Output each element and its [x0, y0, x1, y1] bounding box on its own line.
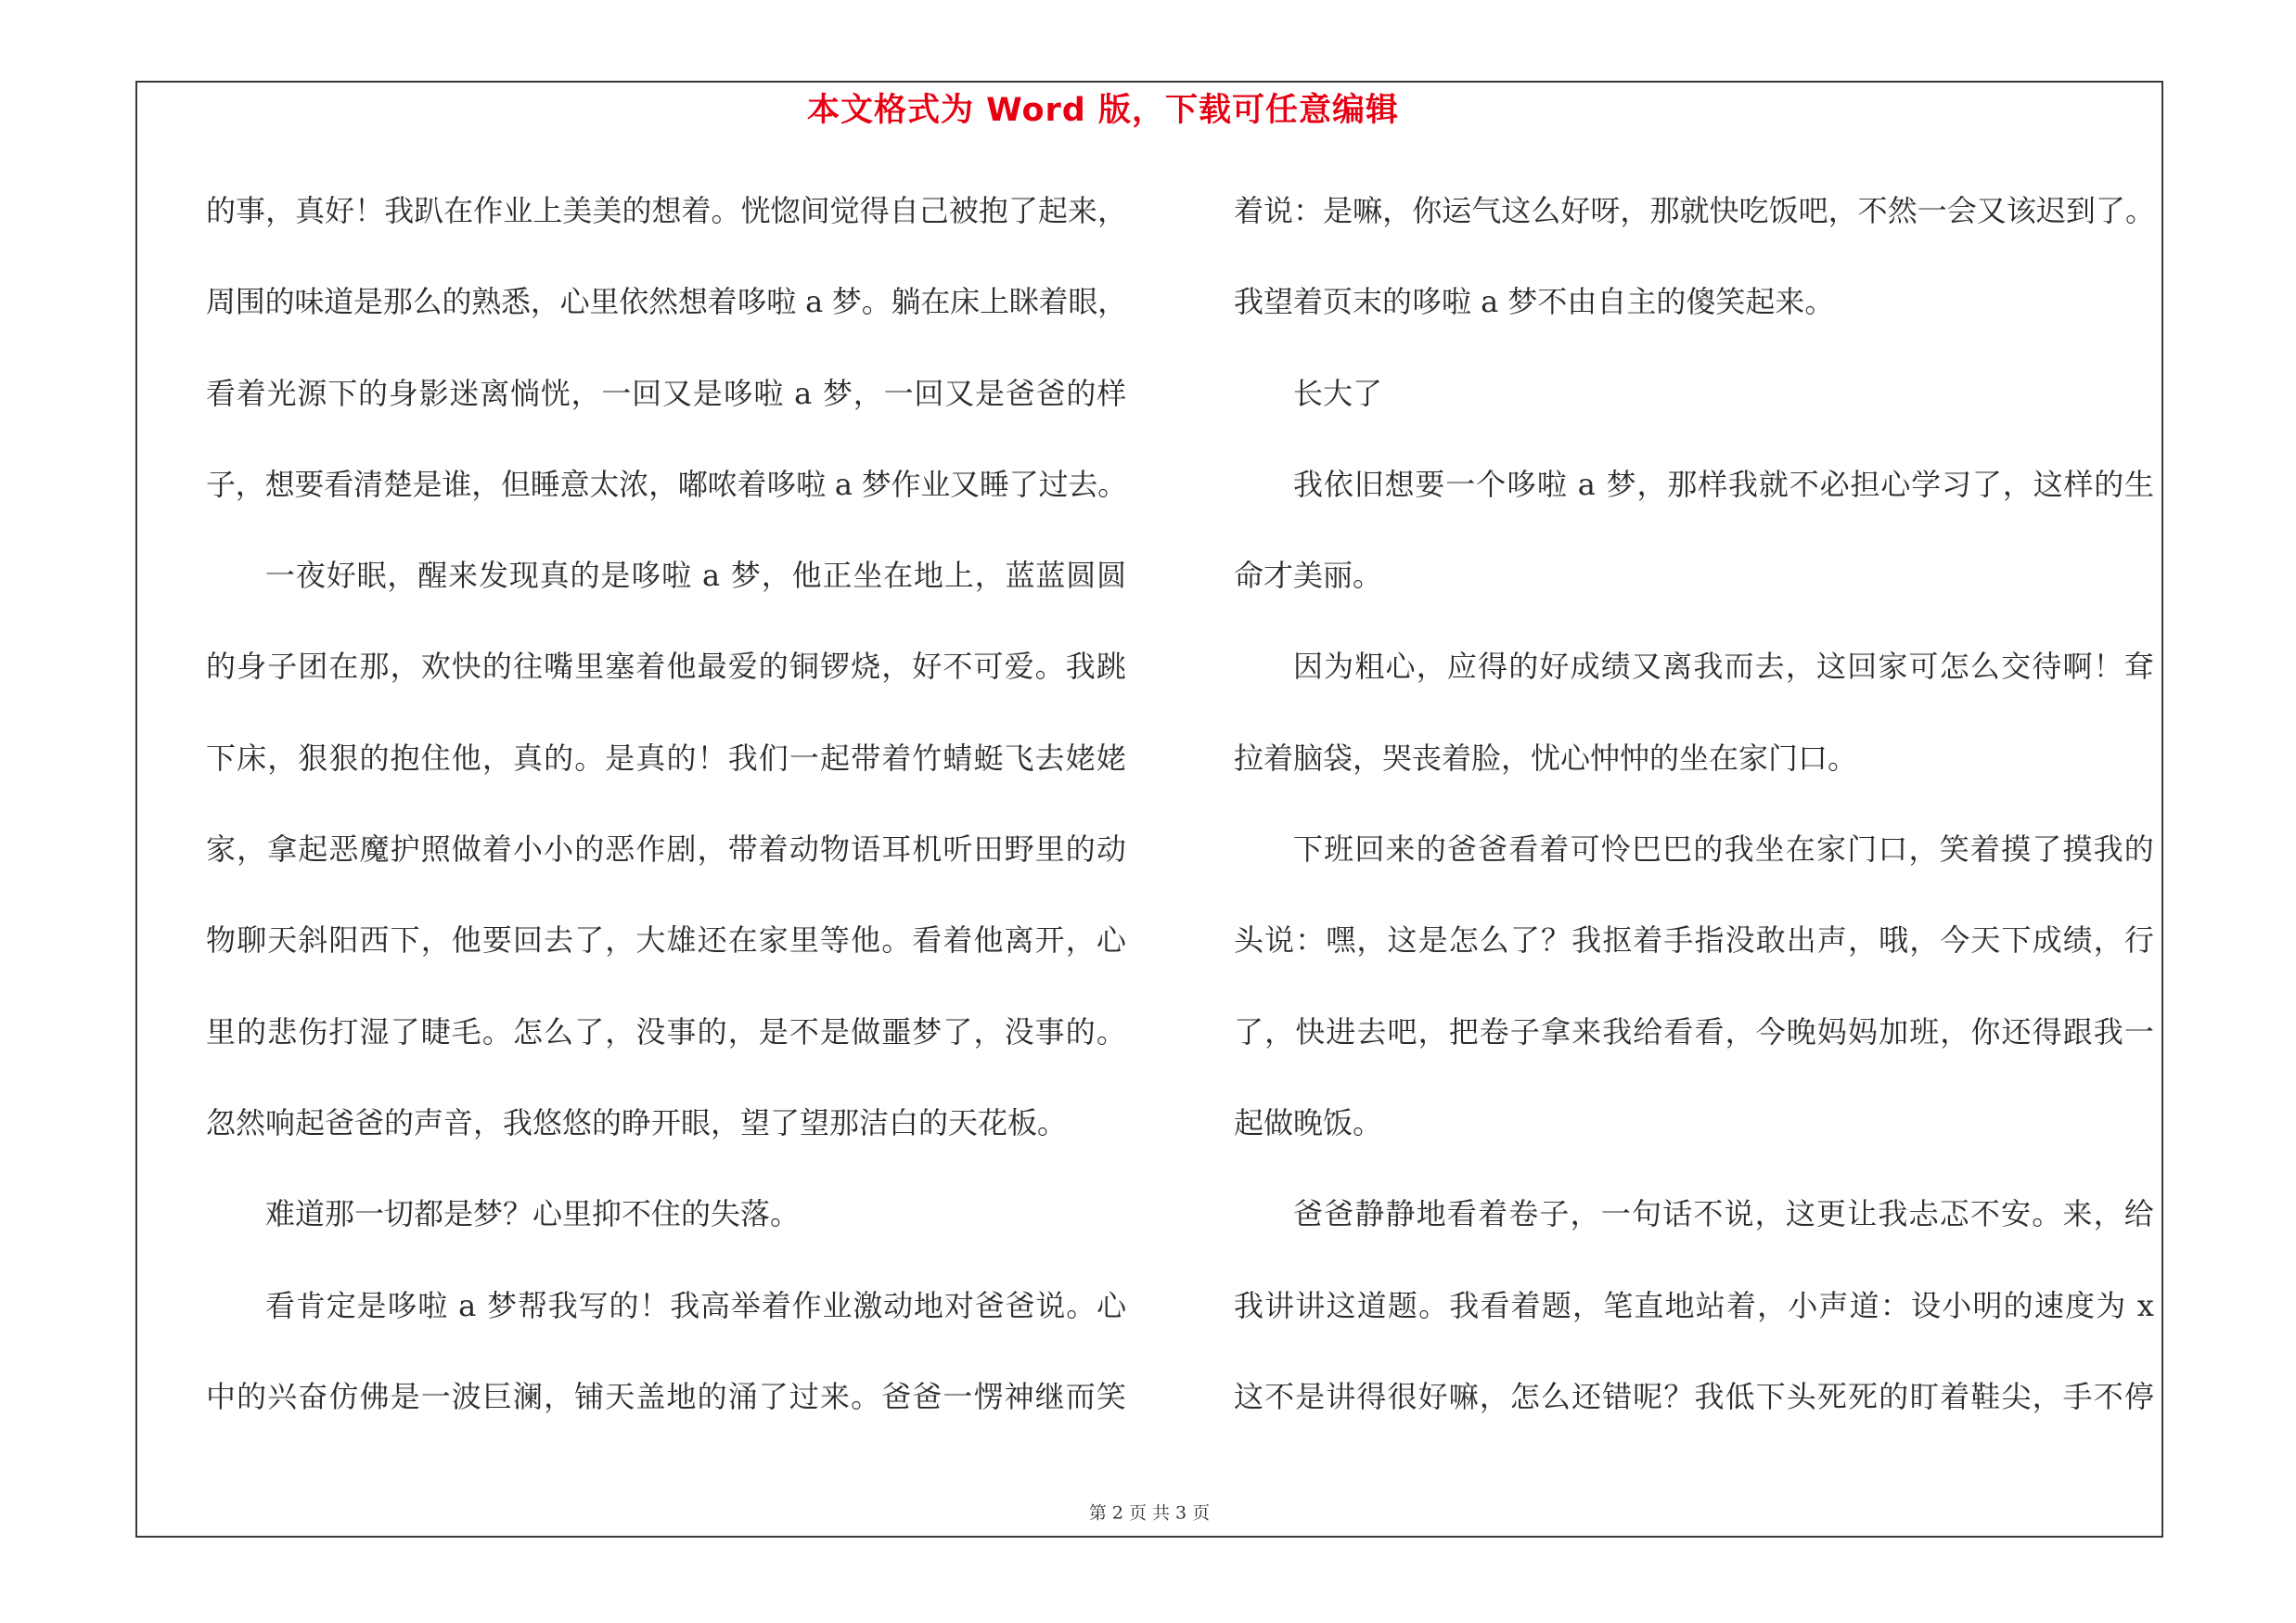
paragraph: [1234, 348, 2155, 439]
text-line: [206, 1077, 1127, 1168]
line-text: 忽然响起爸爸的声音，我悠悠的睁开眼，望了望那洁白的天花板。: [206, 1104, 1068, 1140]
text-line: [1234, 895, 2155, 985]
text-line: [206, 1351, 1127, 1442]
line-text: 的身子团在那，欢快的往嘴里塞着他最爱的铜锣烧，好不可爱。我跳: [206, 649, 1127, 685]
line-text: 难道那一切都是梦？心里抑不住的失落。: [265, 1196, 801, 1232]
text-line: [1234, 986, 2155, 1077]
line-text: 因为粗心，应得的好成绩又离我而去，这回家可怎么交待啊！耷: [1293, 649, 2155, 685]
text-line: [1234, 165, 2155, 256]
text-line: [1234, 804, 2155, 895]
line-text: 这不是讲得很好嘛，怎么还错呢？我低下头死死的盯着鞋尖，手不停: [1234, 1378, 2155, 1414]
text-line: [1234, 530, 2155, 621]
line-text: 周围的味道是那么的熟悉，心里依然想着哆啦 a 梦。躺在床上眯着眼，: [206, 284, 1127, 320]
paragraph: [1234, 621, 2155, 804]
line-text: 长大了: [1293, 375, 1383, 411]
paragraph: [1234, 165, 2155, 348]
text-line: [206, 348, 1127, 439]
text-line: [1234, 1168, 2155, 1259]
line-text: 家，拿起恶魔护照做着小小的恶作剧，带着动物语耳机听田野里的动: [206, 831, 1127, 868]
page-number: 第 2 页 共 3 页: [1088, 1502, 1211, 1524]
text-line: [1234, 1077, 2155, 1168]
text-line: [1234, 621, 2155, 712]
line-text: 看着光源下的身影迷离惝恍，一回又是哆啦 a 梦，一回又是爸爸的样: [206, 375, 1127, 411]
text-line: [206, 439, 1127, 530]
text-line: [206, 621, 1127, 712]
text-line: [1234, 439, 2155, 530]
paragraph: [1234, 1168, 2155, 1442]
text-line: [1234, 256, 2155, 347]
paragraph: [206, 165, 1127, 530]
text-line: [206, 530, 1127, 621]
text-line: [206, 1260, 1127, 1351]
text-line: [1234, 348, 2155, 439]
line-text: 我讲讲这道题。我看着题，笔直地站着，小声道：设小明的速度为 x: [1234, 1287, 2155, 1323]
text-line: [206, 256, 1127, 347]
line-text: 了，快进去吧，把卷子拿来我给看看，今晚妈妈加班，你还得跟我一: [1234, 1013, 2155, 1050]
line-text: 我望着页末的哆啦 a 梦不由自主的傻笑起来。: [1234, 284, 1835, 320]
paragraph: [206, 1260, 1127, 1443]
paragraph: [1234, 804, 2155, 1168]
paragraph: [1234, 439, 2155, 622]
line-text: 子，想要看清楚是谁，但睡意太浓，嘟哝着哆啦 a 梦作业又睡了过去。: [206, 466, 1127, 502]
line-text: 着说：是嘛，你运气这么好呀，那就快吃饭吧，不然一会又该迟到了。: [1234, 193, 2155, 228]
line-text: 下班回来的爸爸看着可怜巴巴的我坐在家门口，笑着摸了摸我的: [1293, 831, 2155, 868]
text-column-left: [206, 165, 1127, 1442]
line-text: 起做晚饭。: [1234, 1104, 1383, 1140]
line-text: 一夜好眠，醒来发现真的是哆啦 a 梦，他正坐在地上，蓝蓝圆圆: [265, 558, 1127, 594]
line-text: 的事，真好！我趴在作业上美美的想着。恍惚间觉得自己被抱了起来，: [206, 193, 1127, 228]
text-column-right: [1234, 165, 2155, 1442]
line-text: 爸爸静静地看着卷子，一句话不说，这更让我忐忑不安。来，给: [1293, 1196, 2155, 1232]
text-line: [206, 1168, 1127, 1259]
line-text: 命才美丽。: [1234, 558, 1383, 594]
line-text: 拉着脑袋，哭丧着脸，忧心忡忡的坐在家门口。: [1234, 740, 1858, 776]
text-line: [206, 713, 1127, 804]
line-text: 下床，狠狠的抱住他，真的。是真的！我们一起带着竹蜻蜓飞去姥姥: [206, 740, 1127, 776]
text-line: [206, 804, 1127, 895]
line-text: 里的悲伤打湿了睫毛。怎么了，没事的，是不是做噩梦了，没事的。: [206, 1013, 1127, 1050]
text-line: [1234, 1351, 2155, 1442]
text-line: [206, 165, 1127, 256]
paragraph: [206, 530, 1127, 1168]
text-line: [1234, 1260, 2155, 1351]
text-line: [206, 895, 1127, 985]
line-text: 我依旧想要一个哆啦 a 梦，那样我就不必担心学习了，这样的生: [1293, 466, 2155, 502]
line-text: 物聊天斜阳西下，他要回去了，大雄还在家里等他。看着他离开，心: [206, 922, 1127, 959]
format-notice: 本文格式为 Word 版，下载可任意编辑: [806, 92, 1400, 129]
text-line: [1234, 713, 2155, 804]
paragraph: [206, 1168, 1127, 1259]
line-text: 看肯定是哆啦 a 梦帮我写的！我高举着作业激动地对爸爸说。心: [265, 1287, 1127, 1323]
text-line: [206, 986, 1127, 1077]
line-text: 中的兴奋仿佛是一波巨澜，铺天盖地的涌了过来。爸爸一愣神继而笑: [206, 1378, 1127, 1414]
line-text: 头说：嘿，这是怎么了？我抠着手指没敢出声，哦，今天下成绩，行: [1234, 922, 2155, 959]
